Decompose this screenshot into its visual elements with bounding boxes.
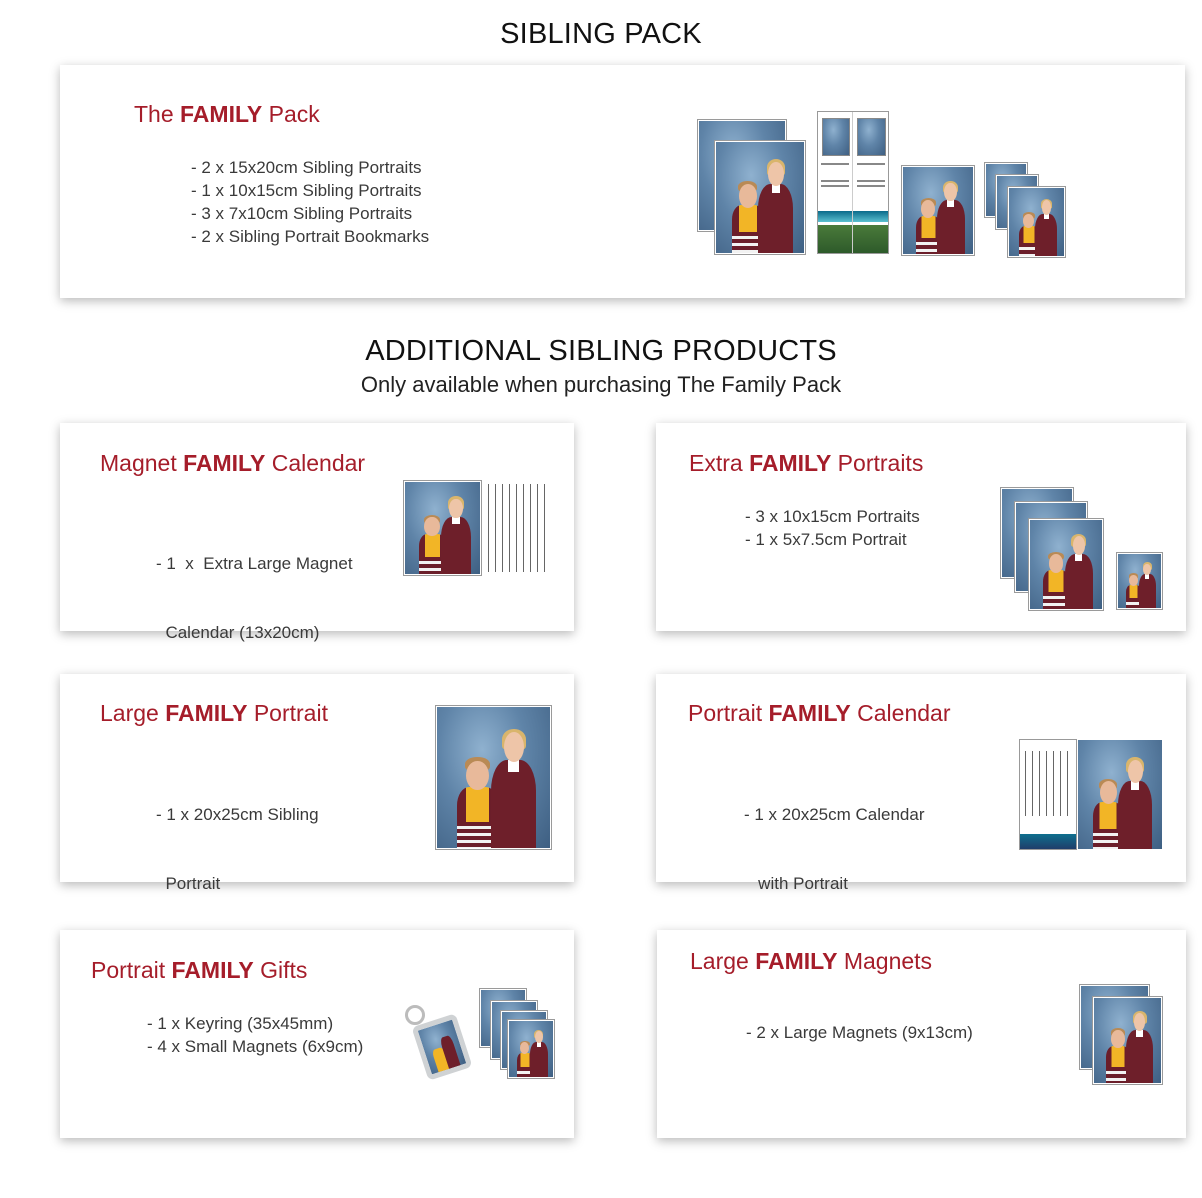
card-title: Large FAMILY Magnets: [690, 948, 933, 974]
card-item: - 2 x Sibling Portrait Bookmarks: [191, 227, 430, 246]
card-item-list: [156, 757, 319, 941]
portrait-image: [902, 166, 974, 255]
family-pack-card[interactable]: [60, 65, 1185, 298]
calendar-image: [1019, 739, 1077, 850]
portrait-image: [436, 706, 551, 849]
card-item: - 1 x 20x25cm Sibling: [156, 805, 319, 824]
card-item: - 2 x Large Magnets (9x13cm): [746, 1023, 973, 1042]
card-item: - 1 x 20x25cm Calendar: [744, 805, 925, 824]
card-title: Large FAMILY Portrait: [100, 700, 328, 726]
product-card-portrait-gifts[interactable]: [60, 930, 574, 1138]
calendar-image: [482, 481, 548, 575]
magnet-image: [1093, 997, 1162, 1084]
portrait-image: [1117, 553, 1162, 609]
card-item: - 2 x 15x20cm Sibling Portraits: [191, 158, 422, 177]
card-title: Extra FAMILY Portraits: [689, 450, 924, 476]
card-title: The FAMILY Pack: [134, 101, 320, 127]
card-item: - 4 x Small Magnets (6x9cm): [147, 1037, 364, 1056]
card-item-list: [745, 505, 920, 551]
section-heading-sibling-pack: SIBLING PACK: [500, 18, 702, 50]
card-item: - 1 x 10x15cm Sibling Portraits: [191, 181, 422, 200]
card-title: Portrait FAMILY Gifts: [91, 957, 308, 983]
portrait-image: [404, 481, 481, 575]
magnet-image: [508, 1020, 554, 1078]
card-item-list: [191, 156, 429, 248]
product-card-large-magnets[interactable]: [657, 930, 1186, 1138]
card-title: Portrait FAMILY Calendar: [688, 700, 951, 726]
product-card-large-portrait[interactable]: [60, 674, 574, 893]
card-item: - 1 x 5x7.5cm Portrait: [745, 530, 907, 549]
product-card-magnet-calendar[interactable]: [60, 423, 574, 642]
card-item: Portrait: [156, 874, 221, 893]
portrait-image: [1077, 739, 1163, 850]
product-card-extra-portraits[interactable]: [656, 423, 1186, 631]
card-item: - 3 x 7x10cm Sibling Portraits: [191, 204, 413, 223]
card-item: Calendar (13x20cm): [156, 623, 320, 642]
portrait-image: [1029, 519, 1103, 610]
portrait-image: [715, 141, 805, 254]
card-item-list: [147, 1012, 363, 1058]
card-item-list: [746, 1021, 973, 1044]
product-card-portrait-calendar[interactable]: [656, 674, 1186, 893]
card-item: - 1 x Extra Large Magnet: [156, 554, 353, 573]
section-subheading: Only available when purchasing The Family Pack: [360, 372, 842, 397]
card-item-list: [156, 506, 353, 690]
keyring-image: [405, 1005, 475, 1085]
card-item: with Portrait: [744, 874, 848, 893]
portrait-image: [1008, 187, 1065, 257]
card-item-list: [744, 757, 924, 941]
card-item: - 1 x Keyring (35x45mm): [147, 1014, 334, 1033]
card-item: - 3 x 10x15cm Portraits: [745, 507, 920, 526]
section-heading-additional-products: ADDITIONAL SIBLING PRODUCTS: [365, 335, 837, 367]
card-title: Magnet FAMILY Calendar: [100, 450, 366, 476]
bookmark-image: [817, 111, 889, 254]
